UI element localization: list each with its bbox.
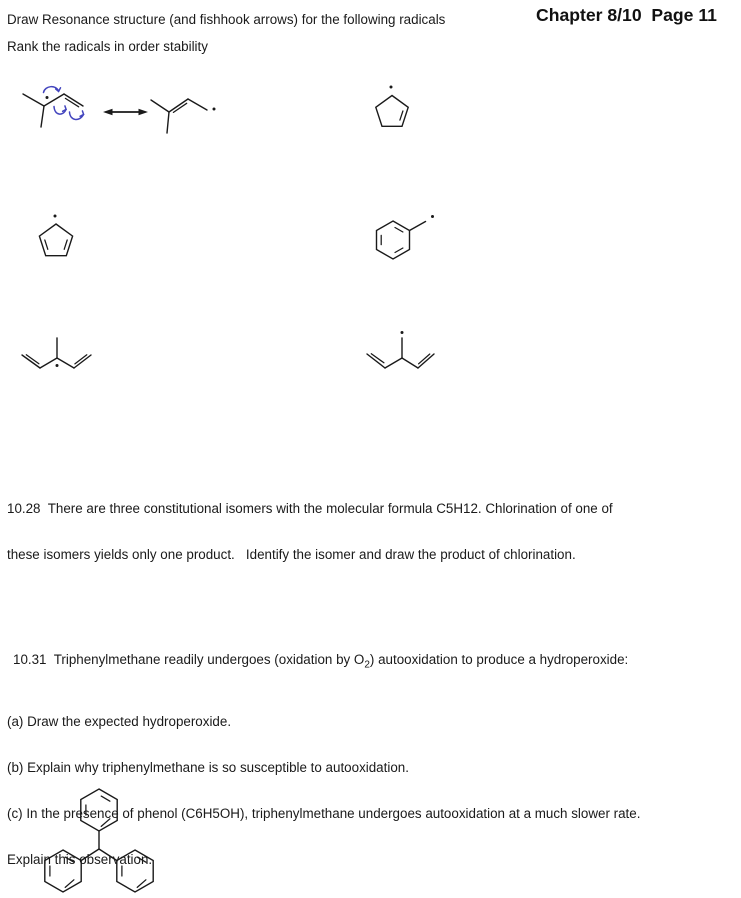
structure-pentadienyl-primary-radical: [367, 331, 434, 368]
structure-triphenylmethane: [45, 789, 153, 892]
structure-resonance-right: [151, 99, 216, 133]
structure-pentadienyl-central-radical: [22, 338, 91, 368]
instruction-line-2: Rank the radicals in order stability: [7, 39, 208, 54]
problem-10-31-intro-post: ) autooxidation to produce a hydroperoxide:: [369, 652, 629, 667]
structure-benzyl-radical: [377, 215, 435, 259]
resonance-arrow: [103, 109, 148, 116]
instruction-line-1: Draw Resonance structure (and fishhook arrows) for the following radicals: [7, 12, 446, 27]
problem-10-28-line1: 10.28 There are three constitutional isomers with the molecular formula C5H12. Chlorination of one of: [7, 500, 613, 516]
structure-resonance-left: [23, 87, 84, 127]
item-c-line1: (c) In the presence of phenol (C6H5OH), triphenylmethane undergoes autooxidation at a much slower rate.: [7, 806, 641, 822]
chapter-page-header: Chapter 8/10 Page 11: [536, 5, 717, 25]
structure-cyclopentadienyl-radical: [39, 215, 72, 256]
problem-10-31-intro-pre: 10.31 Triphenylmethane readily undergoes (oxidation by O: [13, 652, 365, 667]
item-a: (a) Draw the expected hydroperoxide.: [7, 713, 232, 729]
problem-10-28-line2: these isomers yields only one product. Identify the isomer and draw the product of chlorination.: [7, 547, 576, 563]
item-c-line2: Explain this observation.: [7, 852, 153, 868]
structure-cyclopentenyl-radical: [376, 86, 408, 127]
item-b: (b) Explain why triphenylmethane is so susceptible to autooxidation.: [7, 760, 409, 776]
problem-10-31-o2-subscript: 2: [364, 659, 370, 671]
